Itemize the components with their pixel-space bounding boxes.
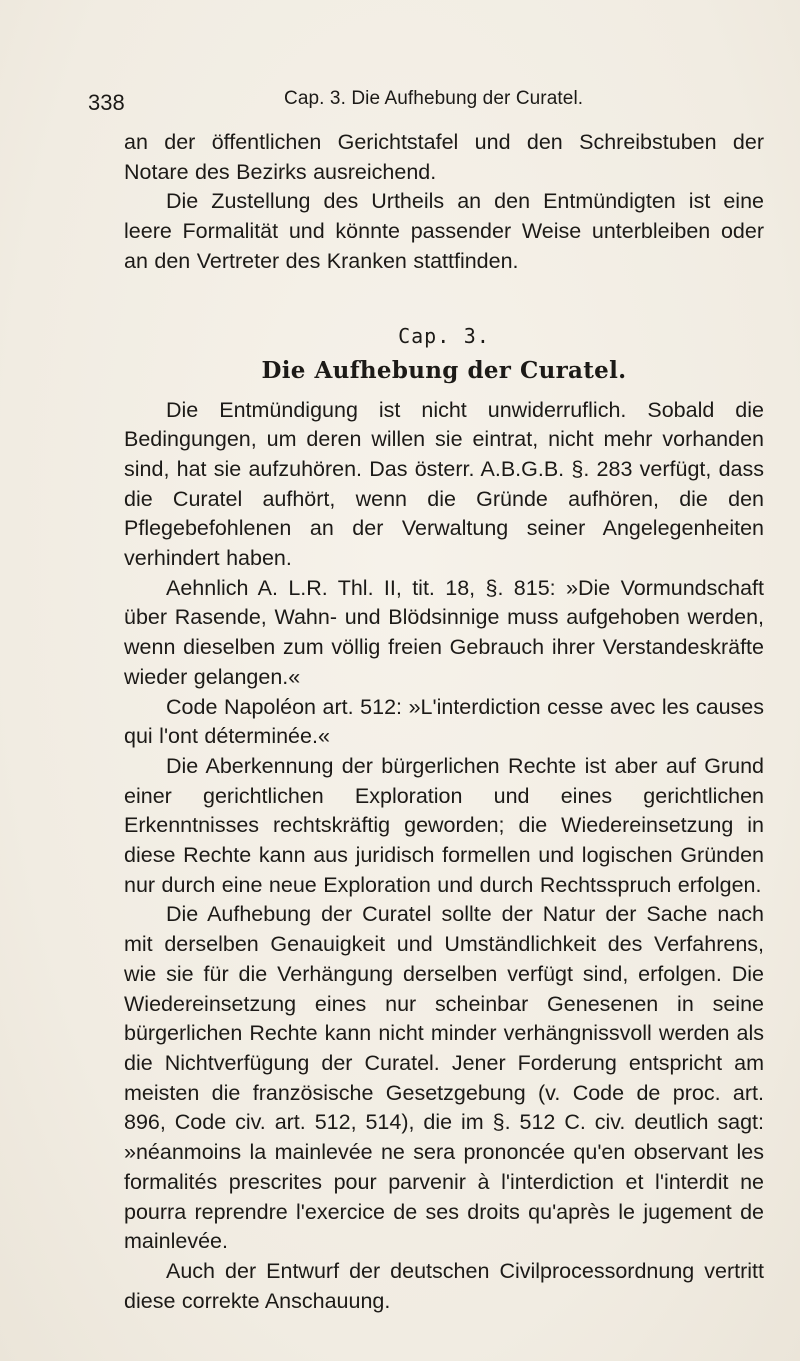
paragraph-continued: an der öffentlichen Gerichtstafel und den Schreibstuben der Notare des Bezirks ausreichend. [124, 130, 764, 184]
paragraph: Auch der Entwurf der deutschen Civilprocessordnung vertritt diese correkte Anschauung. [124, 1258, 764, 1313]
running-header [88, 82, 728, 115]
body-text [124, 128, 764, 1316]
paragraph: Die Zustellung des Urtheils an den Entmündigten ist eine leere Formalität und könnte passender Weise unterbleiben oder an den Vertreter des Kranken stattfinden. [124, 189, 764, 273]
page-number: 338 [88, 90, 125, 115]
paragraph: Code Napoléon art. 512: »L'interdiction cesse avec les causes qui l'ont déterminée.« [124, 694, 764, 749]
running-title: Cap. 3. Die Aufhebung der Curatel. [284, 88, 584, 109]
chapter-title: Die Aufhebung der Curatel. [261, 356, 627, 384]
paragraph: Die Entmündigung ist nicht unwiderruflich. Sobald die Bedingungen, um deren willen sie eintrat, nicht mehr vorhanden sind, hat sie aufzuhören. Das österr. A.B.G.B. §. 283 verfügt, dass die Curatel aufhört, wenn die Gründe aufhören, die den Pflegebefohlenen an der Verwaltung seiner Angelegenheiten verhindert haben. [124, 397, 764, 571]
paragraph: Die Aufhebung der Curatel sollte der Natur der Sache nach mit derselben Genauigkeit und Umständlichkeit des Verfahrens, wie sie für die Verhängung derselben verfügt sind, erfolgen. Die Wiedereinsetzung eines nur scheinbar Genesenen in seine bürgerlichen Rechte kann nicht minder verhängnissvoll werden als die Nichtverfügung der Curatel. Jener Forderung entspricht am meisten die französische Gesetzgebung (v. Code de proc. art. 896, Code civ. art. 512, 514), die im §. 512 C. civ. deutlich sagt: »néanmoins la mainlevée ne sera prononcée qu'en observant les formalités prescrites pour parvenir à l'interdiction et l'interdit ne pourra reprendre l'exercice de ses droits qu'après le jugement de mainlevée. [124, 902, 764, 1254]
paragraph: Aehnlich A. L.R. Thl. II, tit. 18, §. 815: »Die Vormundschaft über Rasende, Wahn- und Blödsinnige muss aufgehoben werden, wenn dieselben zum völlig freien Gebrauch ihrer Verstandeskräfte wieder gelangen.« [124, 575, 764, 689]
paragraph: Die Aberkennung der bürgerlichen Rechte ist aber auf Grund einer gerichtlichen Exploration und eines gerichtlichen Erkenntnisses rechtskräftig geworden; die Wiedereinsetzung in diese Rechte kann aus juridisch formellen und logischen Gründen nur durch eine neue Exploration und durch Rechtsspruch erfolgen. [124, 753, 764, 897]
chapter-label: Cap. 3. [398, 323, 490, 348]
